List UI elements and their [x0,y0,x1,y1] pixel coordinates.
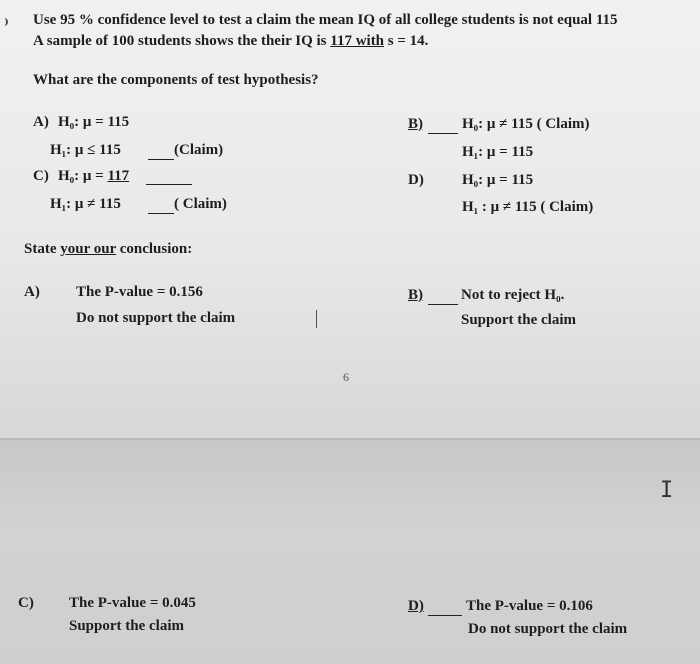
conclusion-a-label[interactable]: A) [24,284,40,300]
conclusion-d-line-2: Do not support the claim [468,621,628,637]
question-line-2 [33,33,428,50]
i-beam-cursor-icon: I [660,478,674,503]
option-b-blank [428,133,458,134]
conclusion-a-line-2: Do not support the claim [76,310,236,326]
conclusion-prompt-suffix: conclusion: [115,241,193,257]
conclusion-prompt-underlined: your our [60,241,116,257]
option-a-label[interactable]: A) [33,114,49,130]
option-c-blank [148,213,174,214]
conclusion-d-label[interactable]: D) [408,598,424,614]
option-d-h0: H₀: μ = 115 [462,172,534,188]
text-caret [316,310,317,328]
option-a-h1: H₁: μ ≤ 115 [50,142,121,158]
question-line-2-prefix: A sample of 100 students shows the their IQ is [33,33,331,49]
option-a-h0: H₀: μ = 115 [58,114,130,130]
option-c-h0 [58,168,129,185]
option-c-h0-blank [146,184,192,185]
option-c-h0-prefix: H₀: μ = [58,168,108,184]
option-d-h1: H₁ : μ ≠ 115 ( Claim) [462,199,594,215]
conclusion-d-line-1: The P-value = 0.106 [466,598,593,614]
conclusion-c-line-2: Support the claim [69,618,185,634]
sample-mean-value: 117 with [330,33,385,49]
conclusion-prompt [24,241,192,258]
option-a-blank [148,159,174,160]
conclusion-b-line-2: Support the claim [461,312,577,328]
conclusion-b-blank [428,304,458,305]
option-b-label[interactable]: B) [408,116,423,132]
edge-mark [0,18,8,26]
conclusion-b-label[interactable]: B) [408,287,423,303]
question-line-1: Use 95 % confidence level to test a claim the mean IQ of all college students is not equal 115 [33,12,618,28]
option-c-label[interactable]: C) [33,168,49,184]
conclusion-c-line-1: The P-value = 0.045 [69,595,196,611]
hypothesis-prompt: What are the components of test hypothesis? [33,72,319,88]
conclusion-prompt-prefix: State [24,241,61,257]
option-c-h0-value: 117 [107,168,130,184]
option-d-label[interactable]: D) [408,172,424,188]
option-c-claim: ( Claim) [174,196,227,212]
page-number: 6 [343,370,349,384]
option-b-h0: H₀: μ ≠ 115 ( Claim) [462,116,590,132]
conclusion-c-label[interactable]: C) [18,595,34,611]
option-a-claim: (Claim) [174,142,224,158]
conclusion-a-line-1: The P-value = 0.156 [76,284,203,300]
option-c-h1: H₁: μ ≠ 115 [50,196,121,212]
question-line-2-suffix: s = 14. [384,33,429,49]
conclusion-b-line-1: Not to reject H₀. [461,287,565,303]
option-b-h1: H₁: μ = 115 [462,144,534,160]
conclusion-d-blank [428,615,462,616]
